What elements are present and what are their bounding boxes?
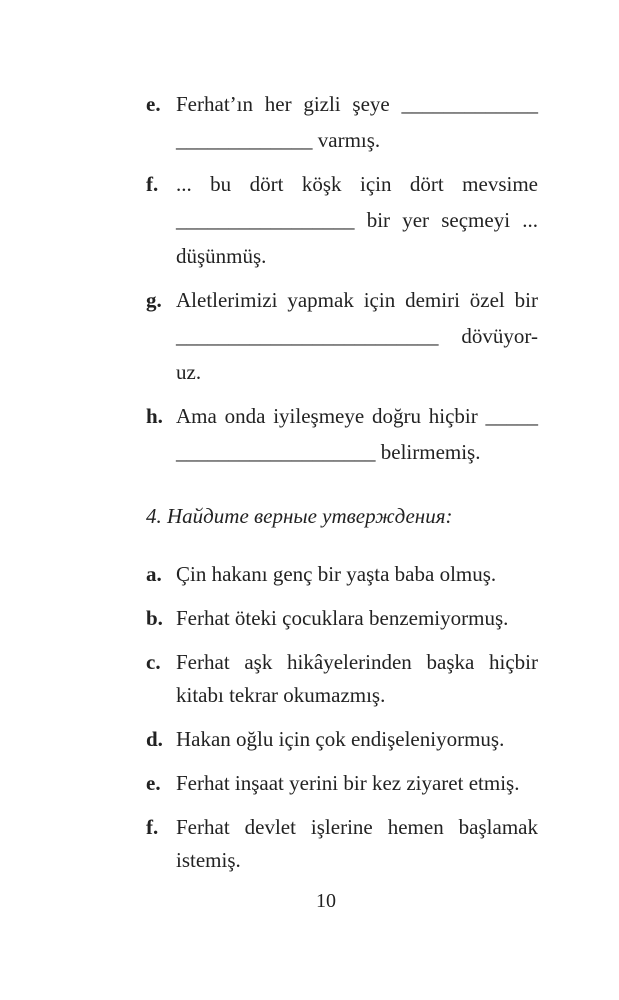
- item-label: f.: [146, 815, 159, 839]
- item-label: b.: [146, 606, 163, 630]
- item-label: a.: [146, 562, 162, 586]
- item-line: uz.: [176, 360, 202, 384]
- statement-item-f: [146, 811, 538, 877]
- statement-item-c: [146, 646, 538, 712]
- fill-item-g: [146, 282, 538, 390]
- item-lines: [176, 646, 538, 712]
- item-label: e.: [146, 92, 161, 116]
- item-label: c.: [146, 650, 161, 674]
- exercise-fill-group: [146, 86, 538, 470]
- item-line: Ferhat’ın her gizli şeye _____________: [176, 92, 538, 116]
- statement-item-a: [146, 558, 538, 591]
- item-line: Hakan oğlu için çok endişeleniyormuş.: [176, 727, 505, 751]
- statement-item-e: [146, 767, 538, 800]
- item-label: g.: [146, 288, 162, 312]
- item-line: Aletlerimizi yapmak için demiri özel bir: [176, 288, 538, 312]
- item-lines: [176, 166, 538, 274]
- item-label: e.: [146, 771, 161, 795]
- item-label: f.: [146, 172, 159, 196]
- statement-item-d: [146, 723, 538, 756]
- item-line: istemiş.: [176, 848, 241, 872]
- item-line: Ama onda iyileşmeye doğru hiçbir _____: [176, 404, 538, 428]
- item-label: h.: [146, 404, 163, 428]
- item-lines: [176, 558, 538, 591]
- item-line: ... bu dört köşk için dört mevsime: [176, 172, 538, 196]
- fill-item-f: [146, 166, 538, 274]
- item-line: _________________ bir yer seçmeyi ...: [176, 208, 538, 232]
- item-lines: [176, 86, 538, 158]
- exercise-4-heading: 4. Найдите верные утверждения:: [146, 504, 453, 528]
- item-line: Çin hakanı genç bir yaşta baba olmuş.: [176, 562, 497, 586]
- exercise-4-group: [146, 558, 538, 877]
- item-line: Ferhat devlet işlerine hemen başlamak: [176, 815, 538, 839]
- statement-item-b: [146, 602, 538, 635]
- item-lines: [176, 723, 538, 756]
- item-line: Ferhat öteki çocuklara benzemiyormuş.: [176, 606, 509, 630]
- item-line: kitabı tekrar okumazmış.: [176, 683, 386, 707]
- item-lines: [176, 398, 538, 470]
- item-lines: [176, 767, 538, 800]
- fill-item-e: [146, 86, 538, 158]
- item-line: Ferhat aşk hikâyelerinden başka hiçbir: [176, 650, 538, 674]
- item-line: Ferhat inşaat yerini bir kez ziyaret etmiş.: [176, 771, 520, 795]
- item-line: _____________ varmış.: [176, 128, 381, 152]
- item-line: ___________________ belirmemiş.: [176, 440, 481, 464]
- item-line: _________________________ dövüyor-: [176, 324, 538, 348]
- item-lines: [176, 602, 538, 635]
- item-lines: [176, 811, 538, 877]
- fill-item-h: [146, 398, 538, 470]
- item-line: düşünmüş.: [176, 244, 267, 268]
- item-label: d.: [146, 727, 163, 751]
- page-number: 10: [316, 890, 336, 912]
- item-lines: [176, 282, 538, 390]
